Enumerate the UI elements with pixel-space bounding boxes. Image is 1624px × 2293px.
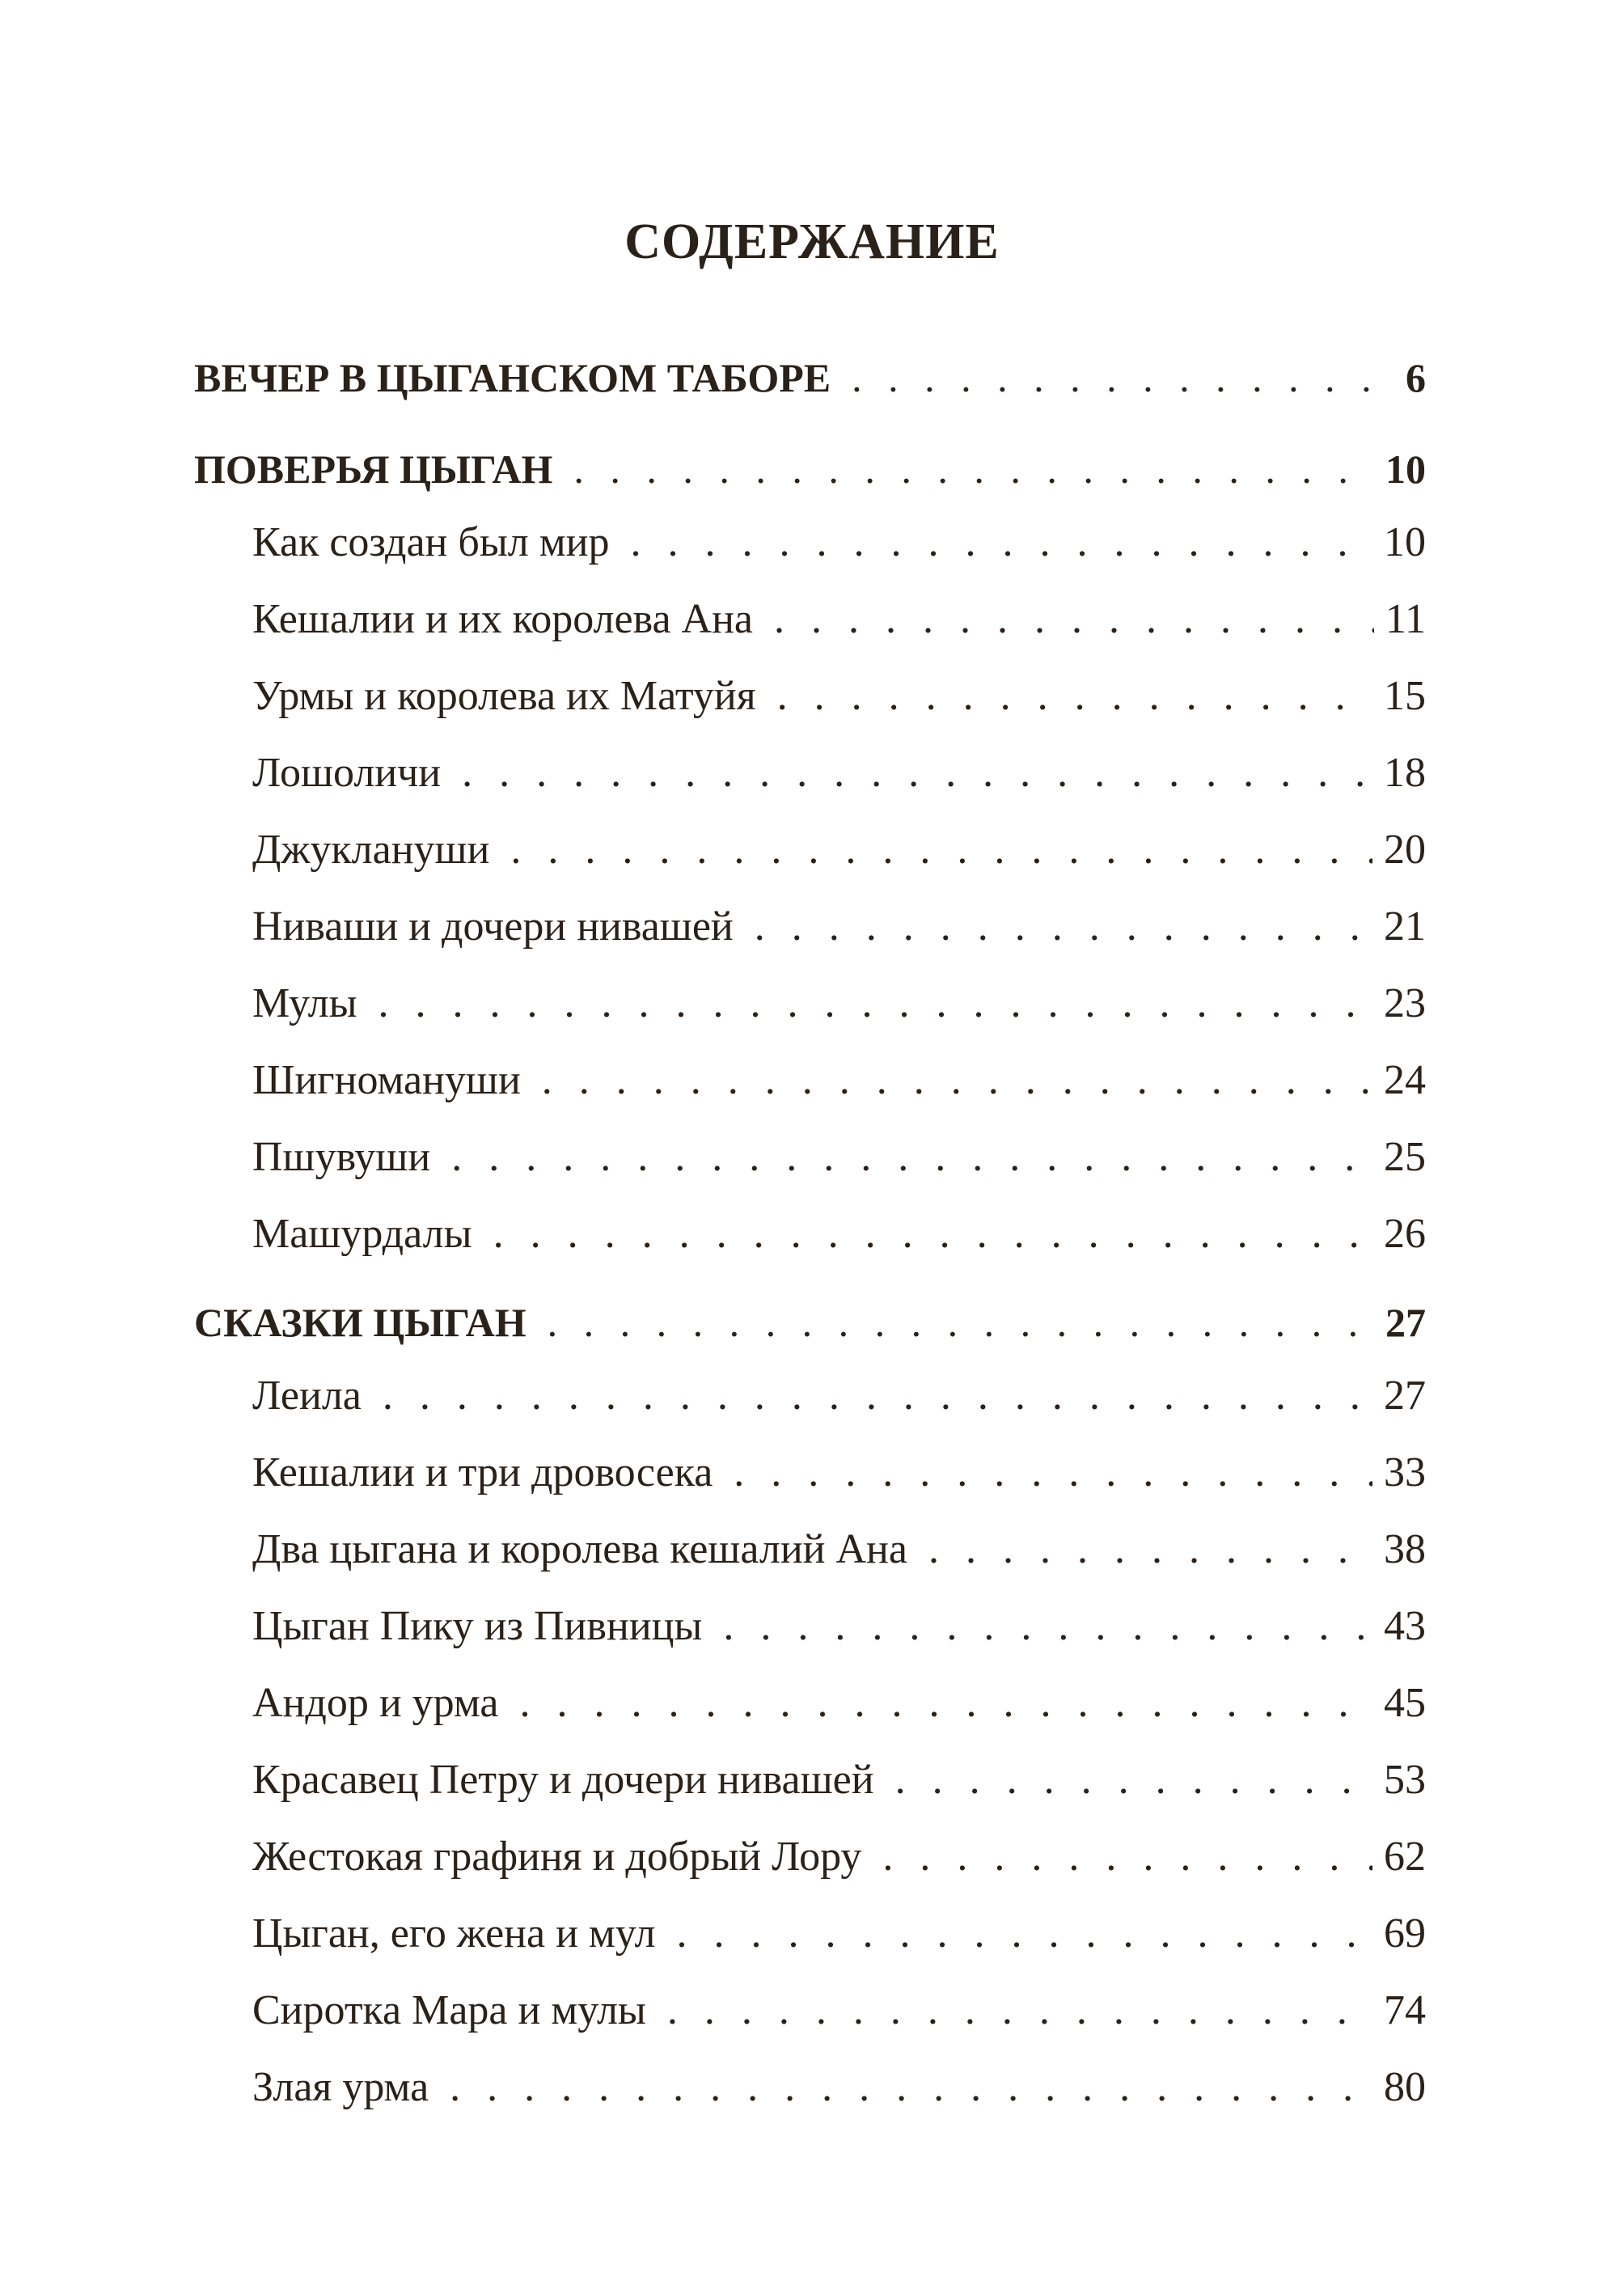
dot-leader xyxy=(383,1375,1372,1417)
dot-leader xyxy=(774,599,1374,641)
toc-section-title: СКАЗКИ ЦЫГАН xyxy=(194,1300,527,1345)
toc-page-number: 20 xyxy=(1384,827,1426,873)
dot-leader xyxy=(379,983,1372,1025)
toc-page-number: 25 xyxy=(1384,1134,1426,1180)
toc-page-number: 80 xyxy=(1384,2064,1426,2110)
dot-leader xyxy=(852,357,1394,398)
toc-item-title: Сиротка Мара и мулы xyxy=(252,1987,646,2033)
toc-page-number: 74 xyxy=(1384,1987,1426,2033)
toc-item-title: Пшувуши xyxy=(252,1134,431,1180)
toc-item xyxy=(252,675,1426,717)
toc-page-number: 69 xyxy=(1384,1910,1426,1957)
toc-item xyxy=(252,1682,1426,1724)
dot-leader xyxy=(450,2067,1372,2109)
toc-item-title: Леила xyxy=(252,1373,362,1419)
dot-leader xyxy=(451,1136,1372,1178)
toc-page-number: 10 xyxy=(1385,446,1426,492)
toc-section xyxy=(194,357,1426,398)
dot-leader xyxy=(510,829,1372,871)
dot-leader xyxy=(573,449,1374,489)
toc-page-number: 6 xyxy=(1406,355,1426,400)
dot-leader xyxy=(734,1452,1372,1494)
dot-leader xyxy=(667,1990,1372,2032)
toc-item-title: Машурдалы xyxy=(252,1211,472,1257)
toc-item-title: Как создан был мир xyxy=(252,519,610,565)
toc-page-number: 45 xyxy=(1384,1680,1426,1726)
toc-item-title: Цыган Пику из Пивницы xyxy=(252,1603,703,1649)
toc-item-title: Мулы xyxy=(252,980,357,1026)
toc-item-title: Красавец Петру и дочери нивашей xyxy=(252,1757,874,1803)
toc-item-title: Кешалии и их королева Ана xyxy=(252,596,753,642)
toc-item xyxy=(252,1836,1426,1878)
toc-item xyxy=(252,1449,1426,1496)
dot-leader xyxy=(723,1606,1372,1648)
toc-item xyxy=(252,829,1426,871)
toc-item-title: Злая урма xyxy=(252,2064,429,2110)
toc-item xyxy=(252,1375,1426,1417)
toc-item xyxy=(252,752,1426,794)
dot-leader xyxy=(777,675,1372,717)
toc-page-number: 15 xyxy=(1384,673,1426,719)
toc-page-number: 43 xyxy=(1384,1603,1426,1649)
toc-page-number: 23 xyxy=(1384,980,1426,1026)
toc-item-title: Кешалии и три дровосека xyxy=(252,1449,713,1496)
toc-section xyxy=(194,446,1426,492)
toc-item xyxy=(252,903,1426,950)
toc-item xyxy=(252,1526,1426,1572)
toc-section-title: ВЕЧЕР В ЦЫГАНСКОМ ТАБОРЕ xyxy=(194,355,831,400)
dot-leader xyxy=(493,1213,1372,1255)
dot-leader xyxy=(630,522,1372,564)
toc-item-title: Два цыгана и королева кешалий Ана xyxy=(252,1526,907,1572)
dot-leader xyxy=(548,1302,1374,1343)
toc-page-number: 26 xyxy=(1384,1211,1426,1257)
dot-leader xyxy=(520,1682,1372,1724)
toc-section-title: ПОВЕРЬЯ ЦЫГАН xyxy=(194,446,553,492)
toc-page-number: 27 xyxy=(1385,1300,1426,1345)
toc-item xyxy=(252,1910,1426,1957)
toc-item xyxy=(252,1136,1426,1178)
toc-page-number: 24 xyxy=(1384,1057,1426,1103)
page-title: СОДЕРЖАНИЕ xyxy=(624,214,1000,269)
toc-item-title: Цыган, его жена и мул xyxy=(252,1910,656,1957)
toc-item-title: Шигномануши xyxy=(252,1057,521,1103)
toc-item xyxy=(252,2064,1426,2110)
toc-item-title: Лошоличи xyxy=(252,750,442,796)
toc-item xyxy=(252,1057,1426,1103)
toc-page-number: 21 xyxy=(1384,903,1426,950)
toc-page-number: 33 xyxy=(1384,1449,1426,1496)
toc-item xyxy=(252,1759,1426,1801)
toc-item-title: Андор и урма xyxy=(252,1680,499,1726)
toc-item xyxy=(252,1987,1426,2033)
toc-item-title: Урмы и королева их Матуйя xyxy=(252,673,756,719)
toc-item xyxy=(252,519,1426,565)
toc-item xyxy=(252,1213,1426,1255)
dot-leader xyxy=(462,752,1372,794)
toc-page-number: 62 xyxy=(1384,1834,1426,1880)
toc-item xyxy=(252,596,1426,642)
toc-item-title: Ниваши и дочери нивашей xyxy=(252,903,734,950)
toc-page-number: 10 xyxy=(1384,519,1426,565)
toc-item-title: Жестокая графиня и добрый Лору xyxy=(252,1834,862,1880)
dot-leader xyxy=(895,1759,1372,1801)
dot-leader xyxy=(676,1913,1372,1955)
toc-section xyxy=(194,1302,1426,1343)
dot-leader xyxy=(542,1060,1372,1102)
toc-page-number: 27 xyxy=(1384,1373,1426,1419)
toc-item xyxy=(252,980,1426,1026)
toc-page-number: 18 xyxy=(1384,750,1426,796)
toc-item xyxy=(252,1603,1426,1649)
dot-leader xyxy=(755,906,1372,948)
toc-page-number: 53 xyxy=(1384,1757,1426,1803)
toc-item-title: Джуклануши xyxy=(252,827,490,873)
dot-leader xyxy=(928,1529,1372,1571)
toc-page-number: 38 xyxy=(1384,1526,1426,1572)
table-of-contents xyxy=(194,0,1426,2293)
toc-page-number: 11 xyxy=(1385,596,1426,642)
dot-leader xyxy=(882,1836,1372,1878)
